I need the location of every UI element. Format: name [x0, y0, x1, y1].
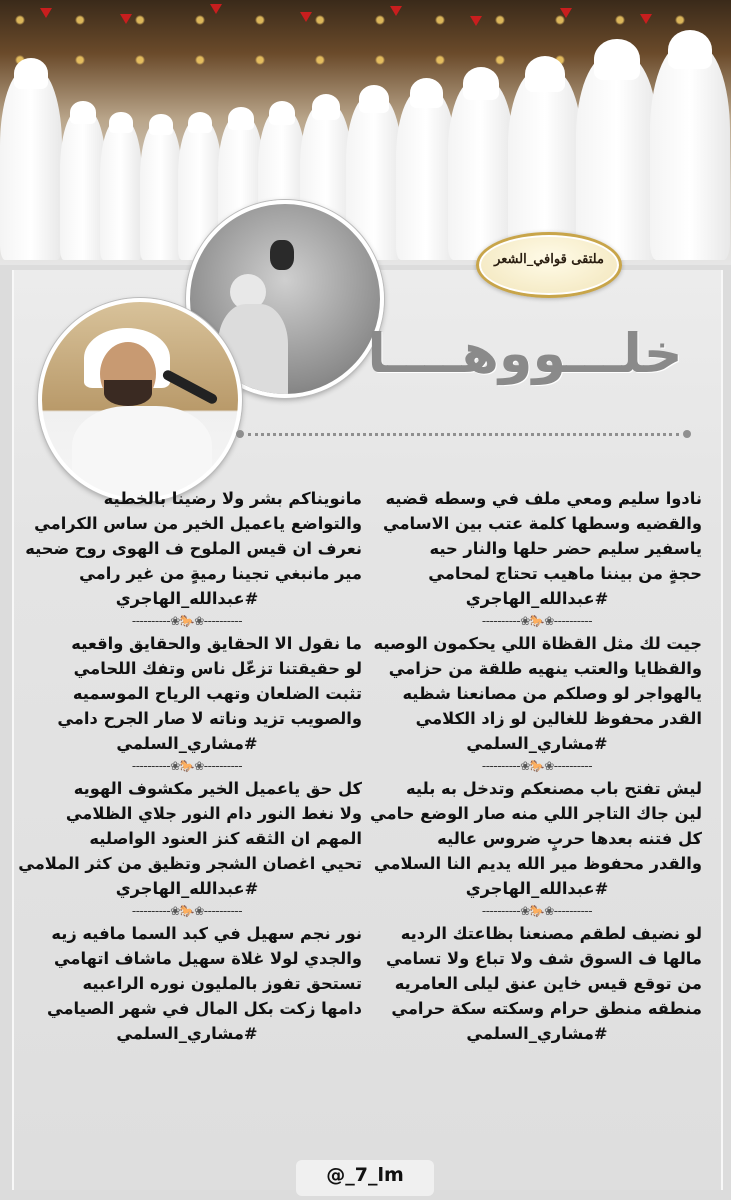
microphone-icon — [161, 369, 219, 406]
dancer-headdress — [359, 85, 390, 113]
poem-verse: جيت لك مثل القظاة اللي يحكمون الوصيه — [373, 634, 702, 653]
poem-verse: يالهواجر لو وصلكم من مصانعنا شظيه — [402, 684, 702, 703]
dash-line: ---------- — [203, 614, 243, 628]
dancer-headdress — [668, 30, 712, 70]
poem-verse: من توقع قيس خاين عنق ليلى العامريه — [394, 974, 702, 993]
separator-dot-left — [236, 430, 244, 438]
poem-verse: والقدر محفوظ مير الله يديم النا السلامي — [373, 854, 702, 873]
left-column — [12, 486, 362, 1046]
stanza-separator — [12, 756, 362, 776]
dancer-figure — [576, 55, 658, 260]
stanza-separator — [12, 611, 362, 631]
dash-line: ---------- — [481, 759, 521, 773]
dancer-headdress — [410, 78, 443, 108]
stanza — [12, 486, 362, 611]
poet-hashtag: #مشاري_السلمي — [466, 1024, 608, 1043]
poem-verse: لو نضيف لطقم مصنعنا بظاعتك الرديه — [400, 924, 702, 943]
bunting-flag — [120, 14, 132, 24]
dash-line: ---------- — [553, 614, 593, 628]
bunting-flag — [470, 16, 482, 26]
horse-icon: 🐎 — [529, 614, 545, 628]
dash-line: ---------- — [131, 904, 171, 918]
poem-verse: نعرف ان قيس الملوح ف الهوى روح ضحيه — [25, 539, 362, 558]
banner-photo — [0, 0, 731, 265]
poem-verse: والقضيه وسطها كلمة عتب بين الاسامي — [383, 514, 702, 533]
poem-verse: القدر محفوظ للغالين لو زاد الكلامي — [415, 709, 702, 728]
dash-line: ---------- — [481, 904, 521, 918]
poem-verse: كل فتنه بعدها حربٍ ضروس عاليه — [437, 829, 702, 848]
horse-icon: 🐎 — [529, 759, 545, 773]
poet-hashtag: #عبدالله_الهاجري — [115, 589, 259, 608]
poem-verse: تستحق تفوز بالمليون نوره الراعبيه — [82, 974, 362, 993]
stanza-separator — [12, 901, 362, 921]
poem-verse: ما نقول الا الحقايق والحقايق واقعيه — [71, 634, 362, 653]
dancer-figure — [140, 122, 182, 260]
poem-verse: ولا نغط النور دام النور جلاي الظلامي — [65, 804, 362, 823]
dancer-headdress — [70, 101, 95, 124]
bunting-flag — [300, 12, 312, 22]
poem-verse: ياسفير سليم حضر حلها والنار حيه — [429, 539, 702, 558]
flower-icon: ❀ — [544, 759, 554, 773]
poem-verse: والصويب تزيد وناته لا صار الجرح دامي — [57, 709, 362, 728]
poem-verse: ليش تفتح باب مصنعكم وتدخل به بليه — [406, 779, 702, 798]
stanza — [12, 631, 362, 756]
dancer-headdress — [463, 67, 499, 100]
dash-line: ---------- — [203, 904, 243, 918]
title-separator — [236, 428, 691, 440]
separator-dot-right — [683, 430, 691, 438]
bunting-flag — [640, 14, 652, 24]
dancer-headdress — [228, 107, 253, 130]
dancer-headdress — [14, 58, 48, 89]
poet-hashtag: #عبدالله_الهاجري — [115, 879, 259, 898]
horse-icon: 🐎 — [179, 904, 195, 918]
poet-photo-circle — [38, 298, 242, 502]
dash-line: ---------- — [553, 759, 593, 773]
poem-verse: نادوا سليم ومعي ملف في وسطه قضيه — [385, 489, 702, 508]
dancer-figure — [650, 45, 730, 260]
poet-hashtag: #مشاري_السلمي — [466, 734, 608, 753]
flower-icon: ❀ — [170, 759, 180, 773]
dancer-headdress — [269, 101, 295, 125]
flower-icon: ❀ — [194, 759, 204, 773]
horse-icon: 🐎 — [179, 614, 195, 628]
horse-icon: 🐎 — [179, 759, 195, 773]
horse-icon: 🐎 — [529, 904, 545, 918]
distant-figure — [270, 240, 294, 270]
poem-verse: منطقه منطق حرام وسكته سكة حرامي — [391, 999, 702, 1018]
dancer-headdress — [594, 39, 639, 80]
stanza-separator — [372, 756, 702, 776]
bunting-flag — [210, 4, 222, 14]
dancer-headdress — [525, 56, 566, 93]
poem-verse: حجةٍ من بيننا ماهيب تحتاج لمحامي — [428, 564, 702, 583]
bunting-flag — [390, 6, 402, 16]
stanza — [12, 776, 362, 901]
dancer-figure — [100, 120, 142, 260]
right-column — [372, 486, 702, 1046]
stanza — [372, 631, 702, 756]
dash-line: ---------- — [481, 614, 521, 628]
poet-hashtag: #مشاري_السلمي — [116, 1024, 258, 1043]
dancing-men-crowd — [0, 40, 731, 260]
flower-icon: ❀ — [544, 614, 554, 628]
dancer-figure — [0, 70, 62, 260]
poem-verse: تثبت الضلعان وتهب الرياح الموسميه — [72, 684, 362, 703]
poem-verse: لو حقيقتنا تزعّل ناس وتفك اللحامي — [73, 659, 362, 678]
dancer-headdress — [312, 94, 341, 120]
separator-line — [248, 433, 679, 436]
poem-verse: والقظايا والعتب ينهيه طلقة من حزامي — [388, 659, 702, 678]
flower-icon: ❀ — [194, 614, 204, 628]
stanza-separator — [372, 901, 702, 921]
flower-icon: ❀ — [520, 759, 530, 773]
dancer-figure — [448, 80, 514, 260]
dancer-headdress — [188, 112, 212, 134]
poem-title: خلـــووهــــا — [367, 322, 683, 385]
poem-verse: لين جاك التاجر اللي منه صار الوضع حامي — [370, 804, 702, 823]
poem-verse: مانويناكم بشر ولا رضينا بالخطيه — [103, 489, 362, 508]
poem-verse: المهم ان الثقه كنز العنود الواصليه — [89, 829, 362, 848]
flower-icon: ❀ — [194, 904, 204, 918]
stanza — [12, 921, 362, 1046]
stanza — [372, 921, 702, 1046]
poem-verse: مالها ف السوق شف ولا تباع ولا تسامي — [385, 949, 702, 968]
dash-line: ---------- — [553, 904, 593, 918]
dancer-headdress — [149, 114, 172, 135]
poet-hashtag: #عبدالله_الهاجري — [465, 879, 609, 898]
bunting-flag — [40, 8, 52, 18]
poet-hashtag: #مشاري_السلمي — [116, 734, 258, 753]
stanza — [372, 776, 702, 901]
poem-verse: والتواضع ياعميل الخير من ساس الكرامي — [34, 514, 362, 533]
poem-verse: كل حق ياعميل الخير مكشوف الهويه — [73, 779, 362, 798]
poet-hashtag: #عبدالله_الهاجري — [465, 589, 609, 608]
stanza-separator — [372, 611, 702, 631]
flower-icon: ❀ — [520, 614, 530, 628]
dash-line: ---------- — [131, 614, 171, 628]
poem-verse: والجدي لولا غلاة سهيل ماشاف اتهامي — [53, 949, 362, 968]
dancer-figure — [396, 90, 456, 260]
flower-icon: ❀ — [170, 904, 180, 918]
poem-verse: تحيي اغصان الشجر وتظيق من كثر الملامي — [18, 854, 362, 873]
account-handle: @_7_lm — [326, 1164, 404, 1186]
poem-verse: دامها زكت بكل المال في شهر الصيامي — [47, 999, 362, 1018]
dash-line: ---------- — [131, 759, 171, 773]
beard — [104, 380, 152, 406]
flower-icon: ❀ — [170, 614, 180, 628]
flower-icon: ❀ — [520, 904, 530, 918]
poem-verse: نور نجم سهيل في كبد السما مافيه زيه — [51, 924, 362, 943]
dash-line: ---------- — [203, 759, 243, 773]
flower-icon: ❀ — [544, 904, 554, 918]
poem-verse: مير مانبغي تجينا رميةٍ من غير رامي — [79, 564, 362, 583]
dancer-headdress — [109, 112, 132, 133]
forum-logo — [476, 232, 622, 298]
stanza — [372, 486, 702, 611]
bunting-flag — [560, 8, 572, 18]
logo-text: ملتقى قوافي_الشعر — [494, 252, 604, 267]
